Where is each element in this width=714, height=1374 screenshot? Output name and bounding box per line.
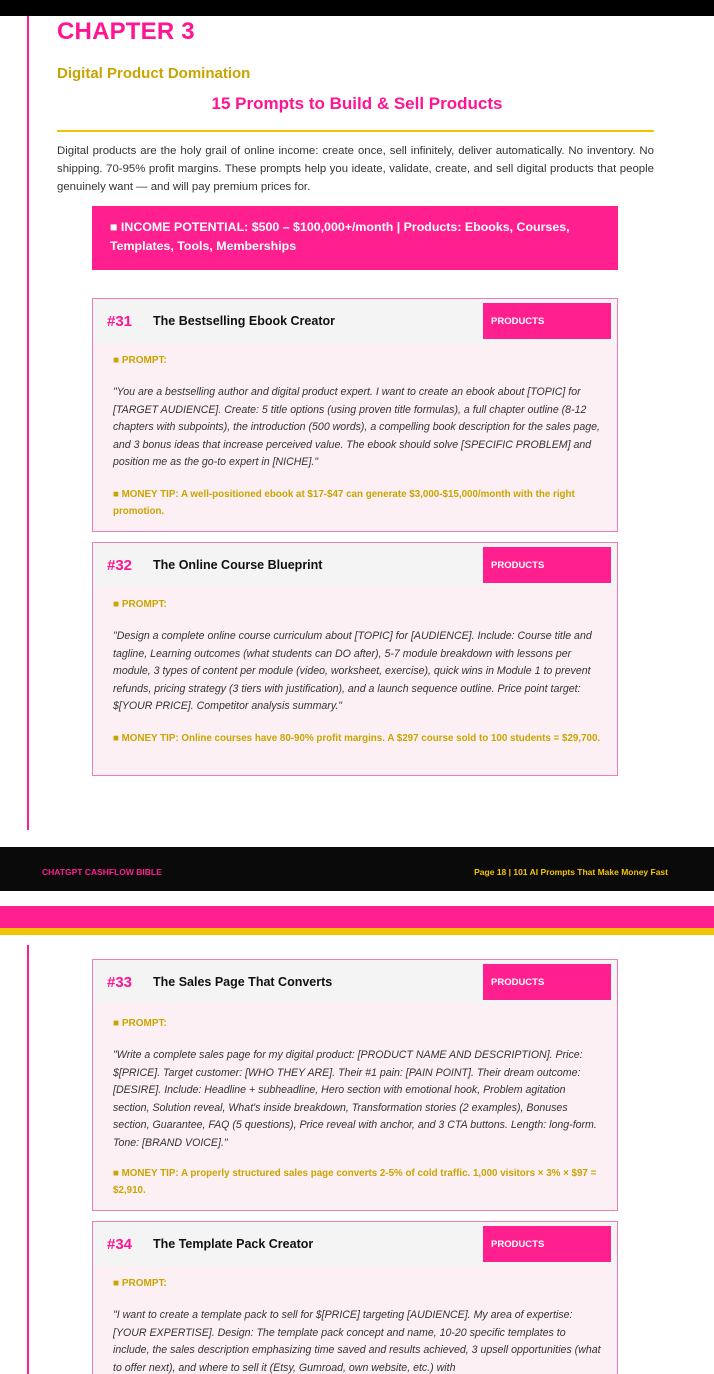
prompt-text: "Write a complete sales page for my digital product: [PRODUCT NAME AND DESCRIPTION]. Price: $[PRICE]. Target customer: [WHO THEY ARE]. Their #1 pain: [PAIN POINT]. Their dream outcome: [DESIRE]. Include: Headline + subheadline, Hero section with emotional hook, Problem agitation section, Solution reveal, What's inside breakdown, Transformation stories (2 examples), Bonuses section, Guarantee, FAQ (5 questions), Price reveal with anchor, and 3 CTA buttons. Length: long-form. Tone: [BRAND VOICE].": [113, 1049, 597, 1149]
card-title: The Template Pack Creator: [153, 1237, 314, 1251]
page-header-pink-band: [0, 906, 714, 928]
page-header-gold-band: [0, 928, 714, 935]
prompt-label: ■ PROMPT:: [113, 599, 167, 610]
prompt-text: "Design a complete online course curriculum about [TOPIC] for [AUDIENCE]. Include: Course title and tagline, Learning outcomes (what students can DO after), 5-7 module breakdown with lessons per module, 3 types of content per module (video, worksheet, exercise), quick wins in Module 1 to prevent refunds, pricing strategy (3 tiers with justification), and a launch sequence outline. Price point target: $[YOUR PRICE]. Competitor analysis summary.": [113, 630, 592, 712]
prompt-card-32: [92, 542, 618, 776]
money-tip: ■ MONEY TIP: Online courses have 80-90% profit margins. A $297 course sold to 100 students = $29,700.: [113, 733, 601, 744]
card-number: #34: [107, 1236, 133, 1253]
card-number: #31: [107, 313, 133, 330]
top-black-bar: [0, 0, 714, 16]
footer-page-info: Page 18 | 101 AI Prompts That Make Money Fast: [474, 867, 668, 877]
card-header: [93, 299, 617, 343]
category-tag: PRODUCTS: [483, 964, 611, 1000]
prompt-text: "I want to create a template pack to sell for $[PRICE] targeting [AUDIENCE]. My area of expertise: [YOUR EXPERTISE]. Design: The template pack concept and name, 10-20 specific templates to include, the sales description emphasizing time saved and results achieved, 3 upsell opportunities (what to offer next), and where to sell it (Etsy, Gumroad, own website, etc.) with: [113, 1309, 601, 1374]
section-title: 15 Prompts to Build & Sell Products: [211, 94, 503, 113]
card-title: The Bestselling Ebook Creator: [153, 314, 335, 328]
left-accent-rule: [27, 16, 29, 830]
chapter-heading: CHAPTER 3: [57, 18, 195, 45]
footer-book-title: CHATGPT CASHFLOW BIBLE: [42, 867, 162, 877]
card-number: #33: [107, 974, 133, 991]
page-footer: [0, 847, 714, 891]
card-number: #32: [107, 557, 133, 574]
card-header: [93, 960, 617, 1004]
prompt-label: ■ PROMPT:: [113, 1018, 167, 1029]
left-accent-rule: [27, 945, 29, 1374]
prompt-card-31: [92, 298, 618, 532]
income-potential-banner: ■ INCOME POTENTIAL: $500 – $100,000+/month | Products: Ebooks, Courses, Templates, Tools, Memberships: [92, 206, 618, 270]
card-header: [93, 1222, 617, 1266]
prompt-text: "You are a bestselling author and digital product expert. I want to create an ebook about [TOPIC] for [TARGET AUDIENCE]. Create: 5 title options (using proven title formulas), a full chapter outline (8-12 chapters with subpoints), the introduction (500 words), a compelling book description for the sales page, and 3 bonus ideas that increase perceived value. The ebook should solve [SPECIFIC PROBLEM] and position me as the go-to expert in [NICHE].": [113, 386, 600, 468]
category-tag: PRODUCTS: [483, 303, 611, 339]
prompt-label: ■ PROMPT:: [113, 355, 167, 366]
category-tag: PRODUCTS: [483, 547, 611, 583]
chapter-subtitle: Digital Product Domination: [57, 65, 251, 82]
prompt-label: ■ PROMPT:: [113, 1278, 167, 1289]
prompt-card-33: [92, 959, 618, 1211]
money-tip: ■ MONEY TIP: A properly structured sales page converts 2-5% of cold traffic. 1,000 visitors × 3% × $97 = $2,910.: [113, 1168, 597, 1196]
intro-paragraph: Digital products are the holy grail of online income: create once, sell infinitely, deliver automatically. No inventory. No shipping. 70-95% profit margins. These prompts help you ideate, validate, create, and sell digital products that people genuinely want — and will pay premium prices for.: [57, 145, 654, 193]
gold-divider: [57, 130, 654, 132]
category-tag: PRODUCTS: [483, 1226, 611, 1262]
card-header: [93, 543, 617, 587]
page-gap: [0, 891, 714, 906]
money-tip: ■ MONEY TIP: A well-positioned ebook at $17-$47 can generate $3,000-$15,000/month with the right promotion.: [113, 489, 575, 517]
card-title: The Sales Page That Converts: [153, 975, 333, 989]
prompt-card-34: [92, 1221, 618, 1374]
card-title: The Online Course Blueprint: [153, 558, 323, 572]
